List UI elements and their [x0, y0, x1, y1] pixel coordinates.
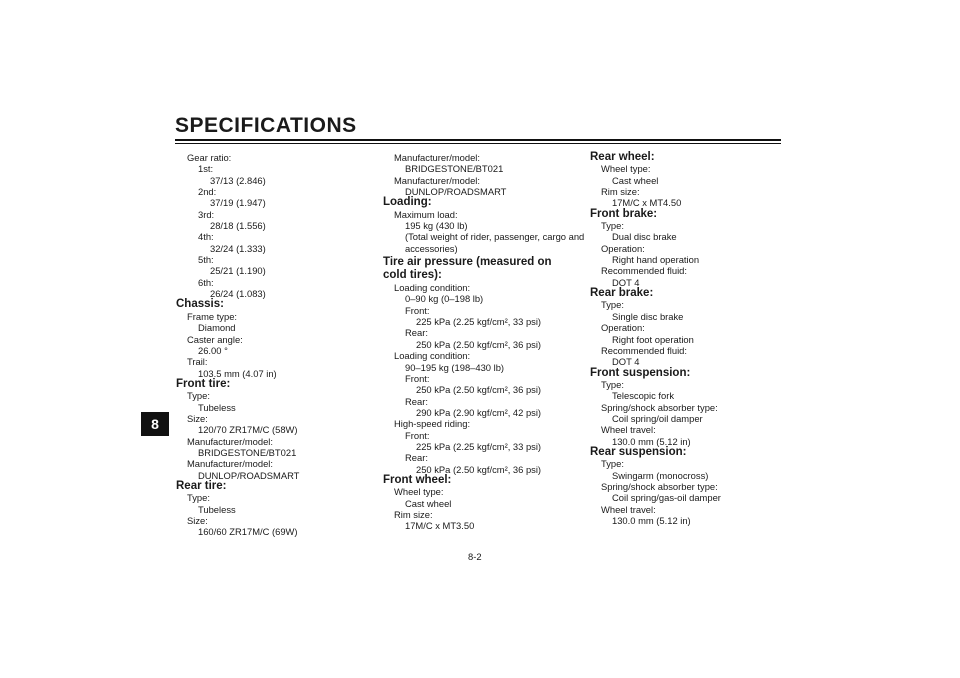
spec-value: DOT 4 — [612, 276, 640, 288]
spec-label: Recommended fluid: — [601, 344, 687, 356]
spec-value: 103.5 mm (4.07 in) — [198, 367, 277, 379]
spec-value: Dual disc brake — [612, 231, 677, 243]
section-heading-front-suspension: Front suspension: — [590, 366, 691, 379]
spec-value: Tubeless — [198, 503, 236, 515]
spec-label: Size: — [187, 412, 208, 424]
spec-label: Spring/shock absorber type: — [601, 401, 718, 413]
spec-value: 130.0 mm (5.12 in) — [612, 435, 691, 447]
spec-label: Manufacturer/model: — [187, 435, 273, 447]
spec-label: Recommended fluid: — [601, 265, 687, 277]
spec-value: DOT 4 — [612, 356, 640, 368]
page-title: SPECIFICATIONS — [175, 114, 357, 137]
spec-value: 195 kg (430 lb) — [405, 220, 468, 232]
spec-value: 37/19 (1.947) — [210, 197, 266, 209]
spec-label: 3rd: — [198, 208, 215, 220]
spec-value: 120/70 ZR17M/C (58W) — [198, 424, 298, 436]
spec-label: 2nd: — [198, 186, 217, 198]
spec-label: Frame type: — [187, 310, 238, 322]
spec-column-1 — [176, 152, 376, 538]
spec-value: 250 kPa (2.50 kgf/cm², 36 psi) — [416, 463, 542, 475]
spec-label: 6th: — [198, 276, 214, 288]
chapter-tab: 8 — [141, 412, 169, 436]
spec-value: 250 kPa (2.50 kgf/cm², 36 psi) — [416, 338, 542, 350]
spec-value: BRIDGESTONE/BT021 — [198, 446, 297, 458]
spec-value: 17M/C x MT4.50 — [612, 197, 682, 209]
spec-label: Trail: — [187, 356, 208, 368]
spec-label: Manufacturer/model: — [187, 458, 273, 470]
spec-column-2 — [383, 152, 583, 532]
spec-value: DUNLOP/ROADSMART — [405, 186, 507, 198]
spec-value: Swingarm (monocross) — [612, 469, 709, 481]
spec-label: Front: — [405, 372, 430, 384]
spec-label: Caster angle: — [187, 333, 243, 345]
spec-value: 130.0 mm (5.12 in) — [612, 515, 691, 526]
spec-value: 290 kPa (2.90 kgf/cm², 42 psi) — [416, 406, 542, 418]
spec-column-3 — [590, 152, 790, 526]
section-heading-loading: Loading: — [383, 196, 432, 209]
spec-value: Cast wheel — [612, 174, 659, 186]
spec-value: 250 kPa (2.50 kgf/cm², 36 psi) — [416, 384, 542, 396]
spec-value: 25/21 (1.190) — [210, 265, 266, 277]
spec-value: 28/18 (1.556) — [210, 220, 266, 232]
spec-value: Diamond — [198, 322, 236, 334]
spec-value: 225 kPa (2.25 kgf/cm², 33 psi) — [416, 316, 542, 328]
section-heading-tire-pressure: Tire air pressure (measured on cold tires): — [383, 256, 552, 282]
spec-label: Rear: — [405, 452, 428, 464]
spec-label: 1st: — [198, 163, 214, 175]
spec-label: Rear: — [405, 327, 428, 339]
spec-label: Type: — [187, 390, 210, 402]
spec-label: Rim size: — [601, 186, 640, 198]
spec-label: Wheel travel: — [601, 503, 656, 515]
section-heading-front-tire: Front tire: — [176, 377, 231, 390]
spec-label: 4th: — [198, 231, 214, 243]
spec-label: Type: — [187, 492, 210, 504]
spec-value: Right foot operation — [612, 333, 694, 345]
spec-label: Front: — [405, 429, 430, 441]
title-rule-thin — [175, 143, 781, 144]
section-heading-front-wheel: Front wheel: — [383, 473, 452, 486]
spec-value: Coil spring/oil damper — [612, 412, 703, 424]
page-number: 8-2 — [468, 551, 482, 562]
spec-label: Manufacturer/model: — [394, 152, 480, 163]
spec-value: Tubeless — [198, 401, 236, 413]
spec-value: 17M/C x MT3.50 — [405, 520, 475, 532]
spec-value: Telescopic fork — [612, 390, 675, 402]
section-heading-rear-suspension: Rear suspension: — [590, 445, 687, 458]
spec-label: 5th: — [198, 254, 214, 266]
section-heading-front-brake: Front brake: — [590, 207, 658, 220]
spec-value: 26.00 ° — [198, 344, 228, 356]
spec-value: Right hand operation — [612, 254, 700, 266]
spec-label: Manufacturer/model: — [394, 174, 480, 186]
section-heading-chassis: Chassis: — [176, 298, 224, 311]
spec-value: 0–90 kg (0–198 lb) — [405, 293, 484, 305]
spec-label: Rim size: — [394, 508, 433, 520]
spec-value: Cast wheel — [405, 497, 452, 509]
spec-value: DUNLOP/ROADSMART — [198, 469, 300, 481]
spec-label: High-speed riding: — [394, 418, 471, 430]
section-heading-rear-brake: Rear brake: — [590, 287, 654, 300]
spec-value: Coil spring/gas-oil damper — [612, 492, 721, 504]
spec-label: Wheel type: — [394, 486, 444, 498]
spec-value: BRIDGESTONE/BT021 — [405, 163, 504, 175]
spec-value: 160/60 ZR17M/C (69W) — [198, 526, 298, 538]
spec-label: Operation: — [601, 322, 645, 334]
spec-label: Spring/shock absorber type: — [601, 480, 718, 492]
spec-label: Maximum load: — [394, 208, 458, 220]
spec-label: Gear ratio: — [187, 152, 232, 163]
spec-value: Single disc brake — [612, 310, 684, 322]
spec-label: Type: — [601, 220, 624, 232]
spec-label: Type: — [601, 299, 624, 311]
spec-value: 225 kPa (2.25 kgf/cm², 33 psi) — [416, 440, 542, 452]
spec-label: Front: — [405, 304, 430, 316]
spec-value: 90–195 kg (198–430 lb) — [405, 361, 505, 373]
spec-value: 32/24 (1.333) — [210, 242, 266, 254]
spec-label: Size: — [187, 515, 208, 526]
section-heading-rear-wheel: Rear wheel: — [590, 151, 655, 163]
spec-note: (Total weight of rider, passenger, cargo and accessories) — [405, 231, 585, 254]
spec-label: Operation: — [601, 242, 645, 254]
section-heading-rear-tire: Rear tire: — [176, 479, 227, 492]
spec-label: Type: — [601, 378, 624, 390]
title-rule — [175, 139, 781, 141]
spec-label: Wheel type: — [601, 163, 651, 175]
spec-label: Rear: — [405, 395, 428, 407]
spec-label: Loading condition: — [394, 282, 471, 294]
spec-label: Wheel travel: — [601, 424, 656, 436]
spec-label: Loading condition: — [394, 350, 471, 362]
spec-value: 37/13 (2.846) — [210, 174, 266, 186]
spec-value: 26/24 (1.083) — [210, 288, 266, 300]
spec-label: Type: — [601, 458, 624, 470]
